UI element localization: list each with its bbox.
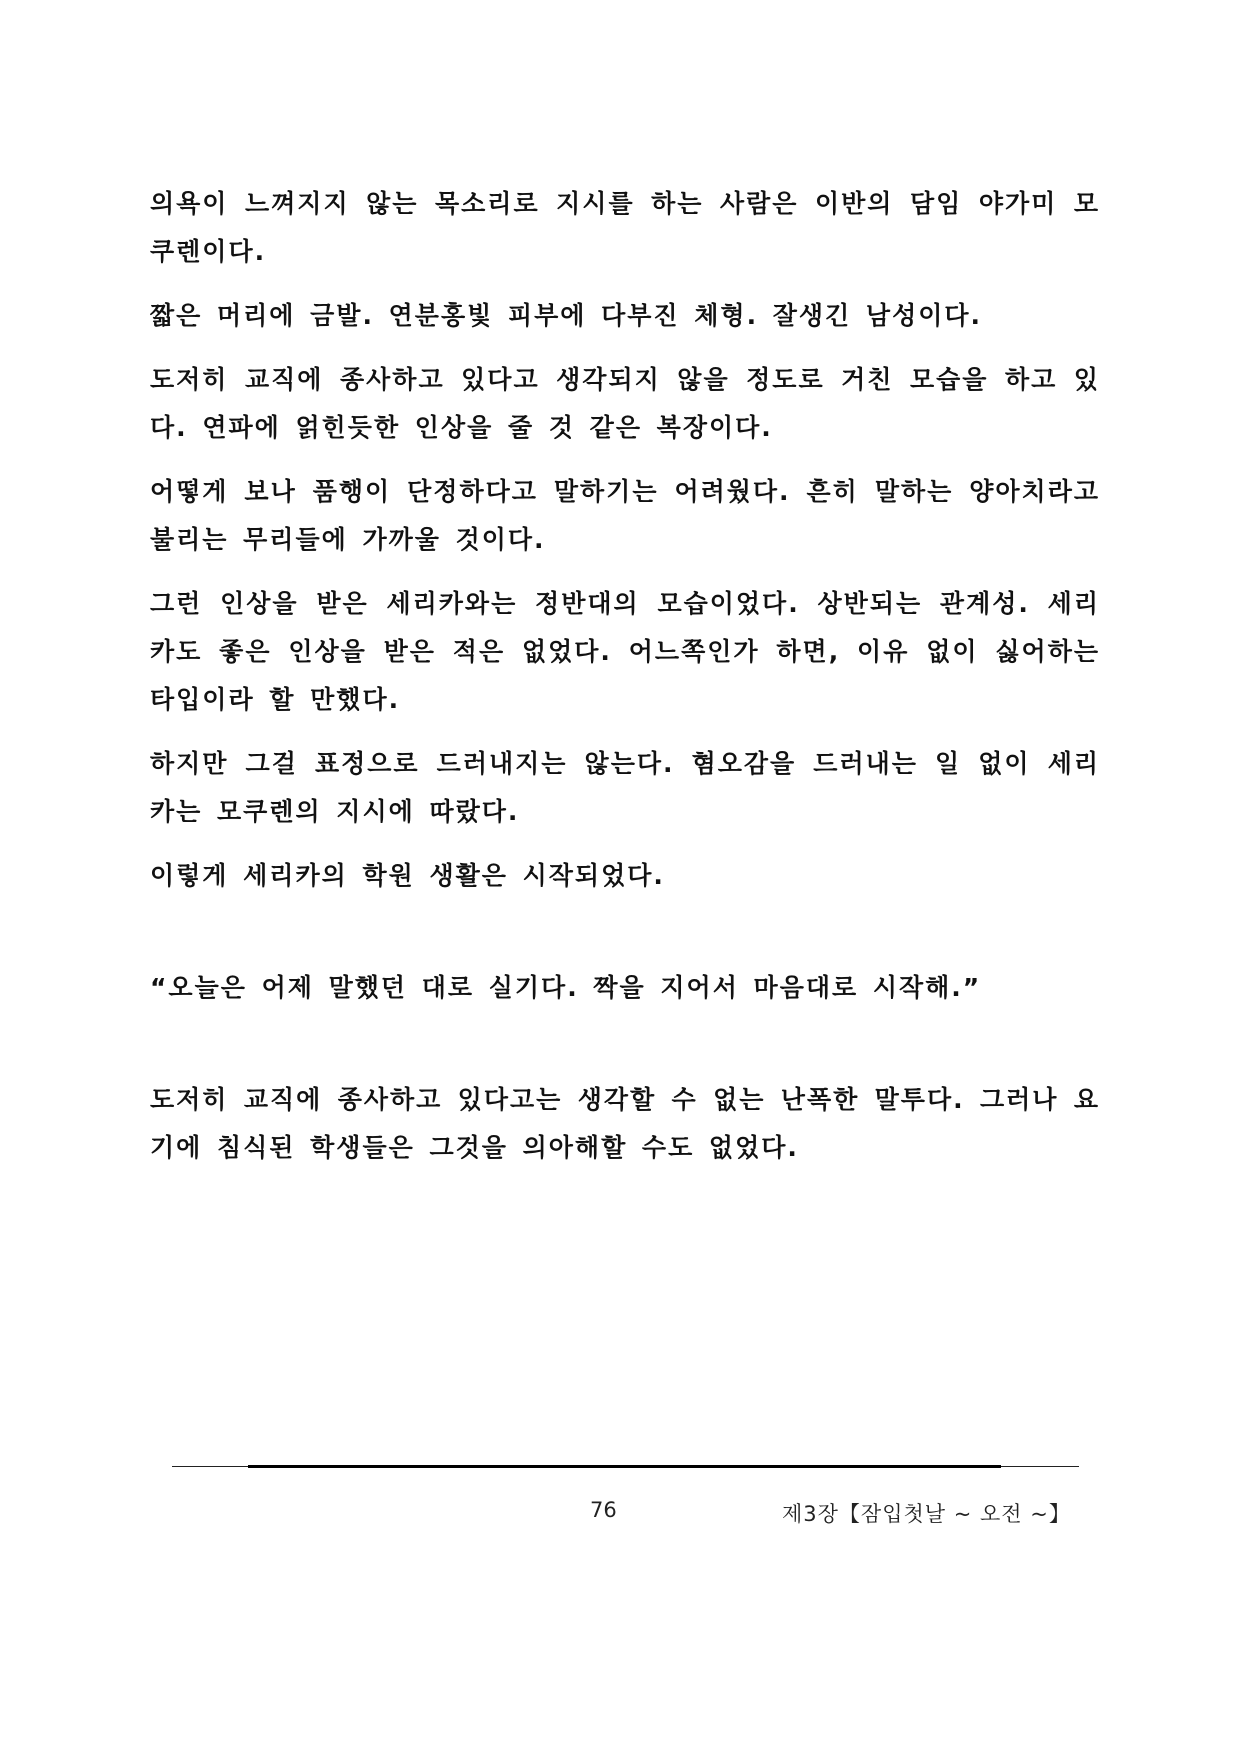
page-number: 76: [590, 1498, 617, 1522]
paragraph-7: 이렇게 세리카의 학원 생활은 시작되었다.: [150, 861, 665, 890]
chapter-title: 제3장【잠입첫날 ~ 오전 ~】: [782, 1502, 1071, 1526]
paragraph-1: 의욕이 느껴지지 않는 목소리로 지시를 하는 사람은 이반의 담임 야가미 모쿠렌이다.: [150, 189, 1100, 266]
paragraph-6: 하지만 그걸 표정으로 드러내지는 않는다. 혐오감을 드러내는 일 없이 세리카는 모쿠렌의 지시에 따랐다.: [150, 749, 1100, 826]
paragraph-3: 도저히 교직에 종사하고 있다고 생각되지 않을 정도로 거친 모습을 하고 있다. 연파에 얽힌듯한 인상을 줄 것 같은 복장이다.: [150, 365, 1100, 442]
page-body: [150, 180, 1100, 1188]
paragraph-2: 짧은 머리에 금발. 연분홍빛 피부에 다부진 체형. 잘생긴 남성이다.: [150, 301, 983, 330]
dialogue-line: “오늘은 어제 말했던 대로 실기다. 짝을 지어서 마음대로 시작해.”: [150, 973, 982, 1002]
paragraph-5: 그런 인상을 받은 세리카와는 정반대의 모습이었다. 상반되는 관계성. 세리카도 좋은 인상을 받은 적은 없었다. 어느쪽인가 하면, 이유 없이 싫어하는 타입이라 할 만했다.: [150, 589, 1100, 714]
footer-rule-accent: [248, 1465, 1001, 1468]
paragraph-4: 어떻게 보나 품행이 단정하다고 말하기는 어려웠다. 흔히 말하는 양아치라고 불리는 무리들에 가까울 것이다.: [150, 477, 1100, 554]
paragraph-9: 도저히 교직에 종사하고 있다고는 생각할 수 없는 난폭한 말투다. 그러나 요기에 침식된 학생들은 그것을 의아해할 수도 없었다.: [150, 1085, 1100, 1162]
